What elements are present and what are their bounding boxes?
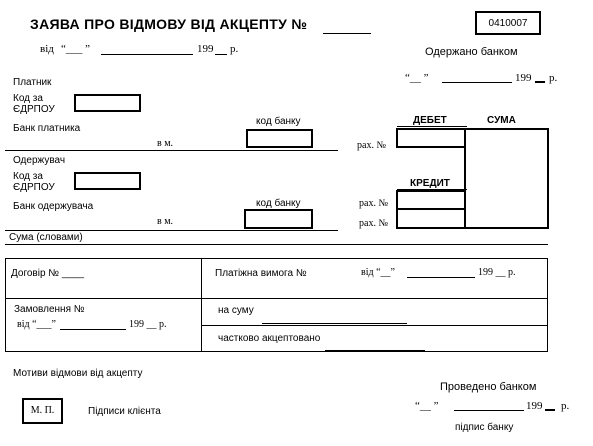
contract-label: Договір № ____ <box>11 268 85 279</box>
recipient-heading: Одержувач <box>13 155 66 166</box>
debet-label: ДЕБЕТ <box>413 115 447 126</box>
payer-code-field[interactable] <box>74 94 141 112</box>
table-row-divider <box>5 298 548 299</box>
recipient-account-field-2[interactable] <box>396 208 466 229</box>
for-sum-line[interactable] <box>262 323 407 324</box>
recipient-bank-code-label: код банку <box>256 198 301 209</box>
order-year: 199 __ р. <box>129 319 167 330</box>
payer-account-label: рах. № <box>357 140 386 151</box>
payer-city-label: в м. <box>157 138 174 149</box>
bank-processed-label: Проведено банком <box>440 381 537 393</box>
order-label: Замовлення № <box>14 304 85 315</box>
date-from-label: від <box>40 43 54 55</box>
table-col-divider <box>201 258 202 352</box>
table-sub-divider <box>201 325 548 326</box>
payer-code-label-1: Код за <box>13 93 43 104</box>
order-date: від “___” <box>17 319 56 330</box>
bank-signature-label: підпис банку <box>455 422 514 433</box>
title-number-line <box>323 33 371 34</box>
payer-bank-label: Банк платника <box>13 123 81 134</box>
payment-request-year: 199 __ р. <box>478 267 516 278</box>
recipient-account-field-1[interactable] <box>396 190 466 210</box>
payer-bank-code-label: код банку <box>256 116 301 127</box>
recipient-account-label-2: рах. № <box>359 218 388 229</box>
bank-processed-year-suffix: р. <box>561 400 570 412</box>
bank-received-year-line[interactable] <box>535 81 545 83</box>
payment-request-date: від “__” <box>361 267 395 278</box>
form-code: 0410007 <box>488 17 528 29</box>
payer-code-label-2: ЄДРПОУ <box>13 104 55 115</box>
refusal-reasons-label: Мотиви відмови від акцепту <box>13 368 143 379</box>
form-code-box <box>475 11 541 35</box>
recipient-bank-code-field[interactable] <box>244 209 313 229</box>
payer-heading: Платник <box>13 77 52 88</box>
date-day-quote: “___ ” <box>61 43 91 55</box>
partially-accepted-label: частково акцептовано <box>218 333 321 344</box>
bank-received-year-suffix: р. <box>549 72 558 84</box>
payment-request-month-line[interactable] <box>407 277 475 278</box>
recipient-bank-label: Банк одержувача <box>13 201 94 212</box>
bank-processed-quote: “__ ” <box>415 400 439 412</box>
stamp-box <box>22 398 63 424</box>
stamp-label: М. П. <box>30 405 55 416</box>
credit-label: КРЕДИТ <box>410 178 450 189</box>
sum-header-label: СУМА <box>487 115 516 126</box>
recipient-account-label-1: рах. № <box>359 198 388 209</box>
order-month-line[interactable] <box>60 329 126 330</box>
payer-account-field[interactable] <box>396 128 466 148</box>
payer-bank-line <box>5 150 338 151</box>
sum-words-line[interactable] <box>5 244 548 245</box>
recipient-code-label-1: Код за <box>13 171 43 182</box>
recipient-bank-line <box>5 230 338 231</box>
bank-processed-month-line[interactable] <box>454 410 524 411</box>
client-signature-label: Підписи клієнта <box>88 406 161 417</box>
bank-received-month-line[interactable] <box>442 82 512 83</box>
recipient-city-label: в м. <box>157 216 174 227</box>
bank-processed-year-line[interactable] <box>545 409 555 411</box>
partially-accepted-line[interactable] <box>325 350 425 351</box>
bank-received-quote: “__ ” <box>405 72 429 84</box>
bank-processed-year: 199 <box>526 400 543 412</box>
bank-received-label: Одержано банком <box>425 46 518 58</box>
recipient-code-field[interactable] <box>74 172 141 190</box>
payment-request-label: Платіжна вимога № <box>215 268 307 279</box>
for-sum-label: на суму <box>218 305 254 316</box>
debet-underline <box>397 126 467 127</box>
sum-words-label: Сума (словами) <box>9 232 83 243</box>
payer-bank-code-field[interactable] <box>246 129 313 148</box>
recipient-code-label-2: ЄДРПОУ <box>13 182 55 193</box>
date-month-line[interactable] <box>101 54 193 55</box>
date-year: 199 <box>197 43 214 55</box>
bank-received-year: 199 <box>515 72 532 84</box>
date-year-line[interactable] <box>215 54 227 55</box>
date-year-suffix: р. <box>230 43 239 55</box>
form-title: ЗАЯВА ПРО ВІДМОВУ ВІД АКЦЕПТУ № <box>30 16 308 32</box>
sum-field[interactable] <box>464 128 549 229</box>
